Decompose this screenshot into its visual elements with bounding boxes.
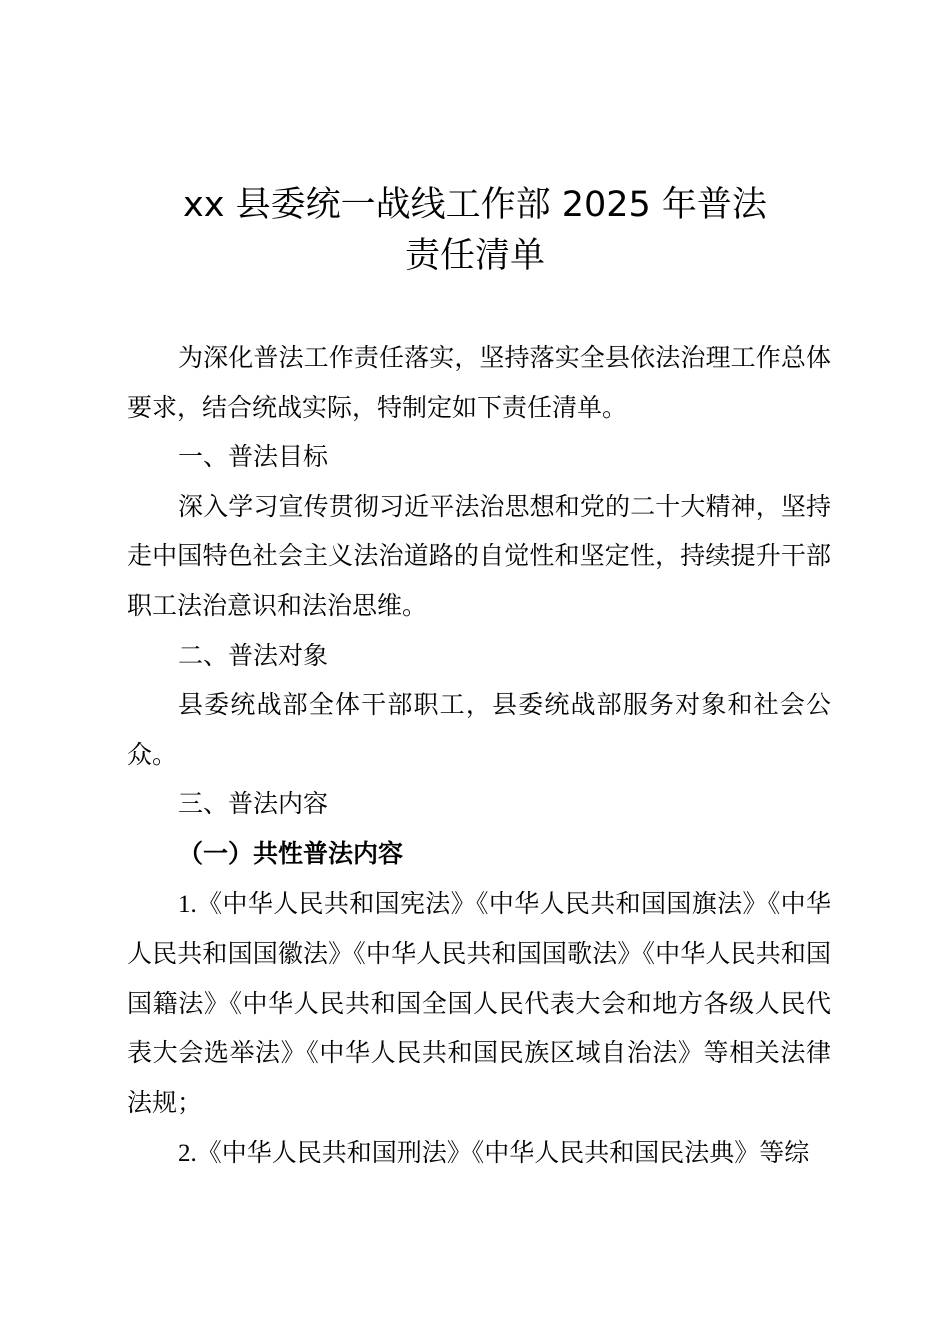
document-title-line-1: xx 县委统一战线工作部 2025 年普法 [183,185,767,225]
section-heading-audience: 二、普法对象 [178,640,329,670]
list-item-text: 《中华人民共和国宪法》《中华人民共和国国旗法》《中华人民共和国国徽法》《中华人民共和国国歌法》《中华人民共和国国籍法》《中华人民共和国全国人民代表大会和地方各级人民代表大会选举法》《中华人民共和国民族区域自治法》等相关法律法规； [127,888,831,1117]
subsection-heading-common-content: （一）共性普法内容 [178,838,404,868]
list-item-number: 1. [178,890,197,918]
intro-paragraph: 为深化普法工作责任落实，坚持落实全县依法治理工作总体要求，结合统战实际，特制定如下责任清单。 [127,343,831,422]
list-item-number: 2. [178,1139,197,1167]
list-item-2 [127,1128,831,1179]
section-text-audience: 县委统战部全体干部职工，县委统战部服务对象和社会公众。 [127,690,831,769]
section-text-goals: 深入学习宣传贯彻习近平法治思想和党的二十大精神，坚持走中国特色社会主义法治道路的自觉性和坚定性，持续提升干部职工法治意识和法治思维。 [127,491,831,620]
section-heading-content: 三、普法内容 [178,789,329,819]
document-title-line-2: 责任清单 [404,236,545,276]
list-item-text: 《中华人民共和国刑法》《中华人民共和国民法典》等综 [196,1137,810,1167]
document-body [127,333,831,1178]
section-heading-goals: 一、普法目标 [178,442,329,472]
list-item-1 [127,879,831,1128]
